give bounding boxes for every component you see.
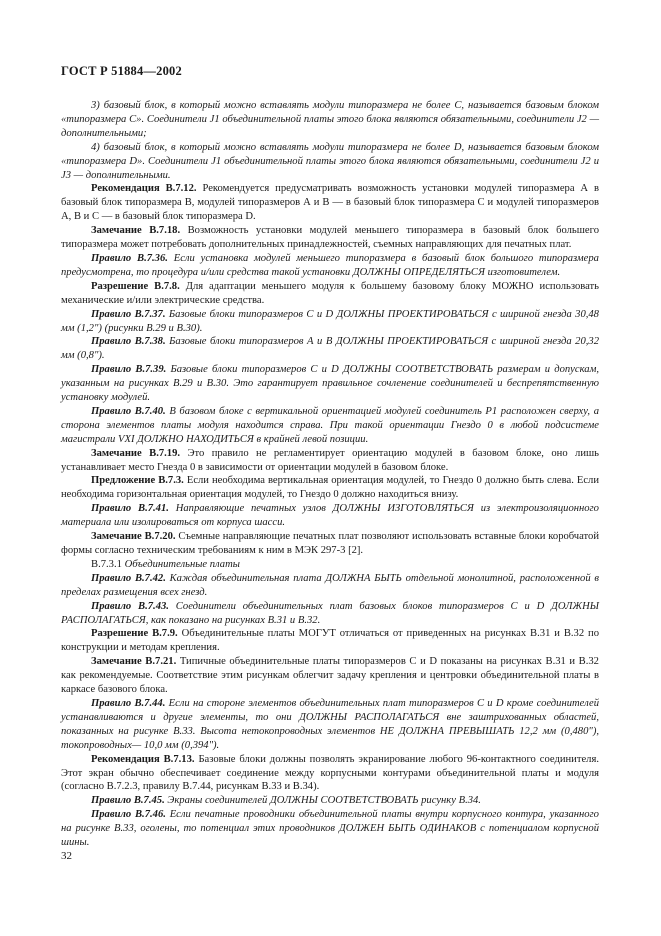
clause-label: Предложение В.7.3. (91, 475, 184, 487)
clause-label: Правило В.7.44. (91, 697, 166, 709)
clause-label: Разрешение В.7.9. (91, 628, 178, 640)
paragraph-text: Это правило не регламентирует ориентацию модулей в базовом блоке, оно лишь устанавливает место Гнезда 0 в зависимости от ориентации модулей в базовом блоке. (61, 447, 599, 473)
clause-label: Правило В.7.45. (91, 795, 165, 807)
subsection-title: Объединительные платы (124, 558, 240, 570)
subsection-number: В.7.3.1 (91, 558, 122, 570)
paragraph (61, 405, 599, 447)
clause-label: Правило В.7.37. (91, 308, 166, 320)
paragraph-text: Рекомендуется предусматривать возможность установки модулей типоразмера А в базовый блок типоразмера В, модулей типоразмеров А и В — в базовый блок типоразмера С и модулей типоразмеров А, В и С — в базовый блок типоразмера D. (61, 183, 599, 223)
paragraph-text: Базовые блоки типоразмеров С и D ДОЛЖНЫ ПРОЕКТИРОВАТЬСЯ с шириной гнезда 30,48 мм (1,2") (рисунки В.29 и В.30). (61, 308, 599, 334)
clause-label: Рекомендация В.7.13. (91, 753, 195, 765)
paragraph (61, 600, 599, 628)
paragraph (61, 627, 599, 655)
paragraph (61, 502, 599, 530)
paragraph (61, 753, 599, 795)
paragraph (61, 474, 599, 502)
paragraph-text: Экраны соединителей ДОЛЖНЫ СООТВЕТСТВОВАТЬ рисунку В.34. (167, 795, 481, 807)
clause-label: Правило В.7.46. (91, 809, 166, 821)
paragraph-text: Если на стороне элементов объединительных плат типоразмеров С и D кроме соединителей устанавливаются и другие элементы, то они ДОЛЖНЫ РАСПОЛАГАТЬСЯ вне заштрихованных областей, показанных на рисунке В.33. Высота нетокопроводных элементов НЕ ДОЛЖНА ПРЕВЫШАТЬ 12,2 мм (0,480"), токопроводных— 10,0 мм (0,394"). (61, 697, 599, 751)
paragraph (61, 808, 599, 850)
clause-label: Правило В.7.41. (91, 503, 169, 515)
clause-label: Правило В.7.38. (91, 336, 166, 348)
paragraph-text: Если необходима вертикальная ориентация модулей, то Гнездо 0 должно быть слева. Если необходима горизонтальная ориентация модулей, то Гнездо 0 должно находиться внизу. (61, 475, 599, 501)
page-body (61, 99, 599, 850)
clause-label: Рекомендация В.7.12. (91, 183, 197, 195)
paragraph (61, 655, 599, 697)
paragraph-text: Если установка модулей меньшего типоразмера в базовый блок большого типоразмера предусмотрена, то процедура и/или средства такой установки ДОЛЖНЫ ОПРЕДЕЛЯТЬСЯ изготовителем. (61, 252, 599, 278)
paragraph (61, 447, 599, 475)
paragraph (61, 99, 599, 141)
paragraph-text: Каждая объединительная плата ДОЛЖНА БЫТЬ отдельной монолитной, расположенной в пределах размещения всех гнезд. (61, 572, 599, 598)
paragraph-text: Базовые блоки типоразмеров А и В ДОЛЖНЫ ПРОЕКТИРОВАТЬСЯ с шириной гнезда 20,32 мм (0,8"). (61, 336, 599, 362)
paragraph (61, 224, 599, 252)
clause-label: Правило В.7.39. (91, 364, 167, 376)
paragraph (61, 572, 599, 600)
paragraph-text: В базовом блоке с вертикальной ориентацией модулей соединитель Р1 расположен сверху, а сторона элементов платы модуля находится справа. При такой ориентации Гнездо 0 в любой подсистеме магистрали VXI ДОЛЖНО НАХОДИТЬСЯ в крайней левой позиции. (61, 405, 599, 445)
clause-label: Замечание В.7.21. (91, 656, 177, 668)
paragraph (61, 794, 599, 808)
clause-label: Разрешение В.7.8. (91, 280, 180, 292)
paragraph (61, 530, 599, 558)
paragraph-text: Соединители объединительных плат базовых блоков типоразмеров С и D ДОЛЖНЫ РАСПОЛАГАТЬСЯ, как показано на рисунках В.31 и В.32. (61, 600, 599, 626)
paragraph (61, 141, 599, 183)
paragraph-text: Базовые блоки типоразмеров С и D ДОЛЖНЫ СООТВЕТСТВОВАТЬ размерам и допускам, указанным на рисунках В.29 и В.30. Это гарантирует правильное сочленение соединителей и беспрепятственную установку модулей. (61, 364, 599, 404)
paragraph-text: 3) базовый блок, в который можно вставлять модули типоразмера не более С, называется базовым блоком «типоразмера С». Соединители J1 объединительной платы этого блока являются обязательными, соединители J2 — дополнительными; (61, 100, 599, 139)
paragraph-text: Типичные объединительные платы типоразмеров С и D показаны на рисунках В.31 и В.32 как рекомендуемые. Соответствие этим рисункам облегчит задачу крепления и центровки объединительной платы в каркасе базового блока. (61, 656, 599, 696)
clause-label: Правило В.7.36. (91, 252, 168, 264)
paragraph (61, 308, 599, 336)
clause-label: Правило В.7.43. (91, 600, 169, 612)
page-number: 32 (61, 850, 72, 862)
clause-label: Правило В.7.40. (91, 405, 166, 417)
paragraph-text: Объединительные платы МОГУТ отличаться от приведенных на рисунках В.31 и В.32 по конструкции и методам крепления. (61, 628, 599, 654)
paragraph-text: 4) базовый блок, в который можно вставлять модули типоразмера не более D, называется базовым блоком «типоразмера D». Соединители J1 объединительной платы этого блока являются обязательными, соединители J2 и J3 — дополнительными. (61, 141, 599, 181)
paragraph-text: Для адаптации меньшего модуля к большему базовому блоку МОЖНО использовать механические и/или электрические средства. (61, 280, 600, 306)
paragraph (61, 697, 599, 753)
paragraph (61, 182, 599, 224)
clause-label: Замечание В.7.20. (91, 531, 176, 543)
paragraph (61, 252, 599, 280)
clause-label: Замечание В.7.19. (91, 447, 181, 459)
paragraph-text: Возможность установки модулей меньшего типоразмера в базовый блок большего типоразмера может потребовать дополнительных принадлежностей, съемных направляющих для печатных плат. (61, 225, 599, 251)
paragraph (61, 280, 599, 308)
paragraph-text: Направляющие печатных узлов ДОЛЖНЫ ИЗГОТОВЛЯТЬСЯ из электроизоляционного материала или изолироваться от корпуса шасси. (61, 503, 599, 529)
paragraph-text: Если печатные проводники объединительной платы внутри корпусного контура, указанного на рисунке В.33, оголены, то потенциал этих проводников ДОЛЖЕН БЫТЬ ОДИНАКОВ с потенциалом корпусной шины. (61, 809, 599, 849)
subsection-heading (61, 558, 599, 572)
clause-label: Замечание В.7.18. (91, 225, 181, 237)
paragraph-text: Базовые блоки должны позволять экранирование любого 96-контактного соединителя. Этот экран обычно обеспечивает соединение между корпусными контурами объединительной платы и модуля (согласно В.7.2.3, правилу В.7.44, рисункам В.33 и В.34). (61, 753, 599, 793)
paragraph (61, 363, 599, 405)
standard-header: ГОСТ Р 51884—2002 (61, 64, 182, 78)
paragraph (61, 335, 599, 363)
paragraph-text: Съемные направляющие печатных плат позволяют использовать вставные блоки коробчатой формы согласно техническим требованиям к ним в МЭК 297-3 [2]. (61, 531, 599, 556)
clause-label: Правило В.7.42. (91, 572, 166, 584)
